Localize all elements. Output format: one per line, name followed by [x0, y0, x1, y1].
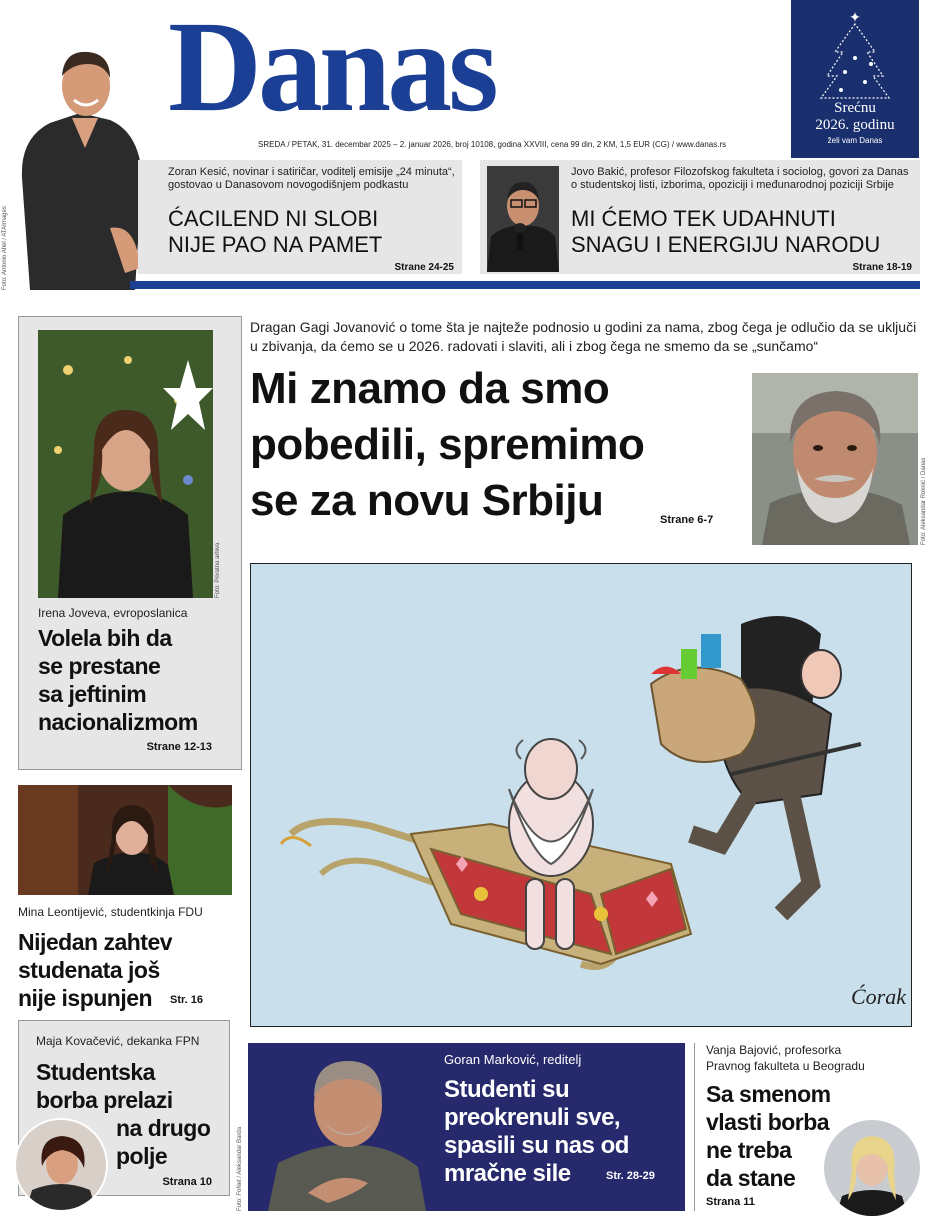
masthead-logo: Danas — [168, 0, 495, 139]
teaser-kesic-headline-1: ĆACILEND NI SLOBI — [168, 206, 379, 231]
teaser-bakic-headline-2: SNAGU I ENERGIJU NARODU — [571, 232, 881, 257]
bajovic-divider — [694, 1043, 695, 1211]
markovic-headline-2: preokrenuli sve, — [444, 1104, 621, 1131]
leontijevic-intro: Mina Leontijević, studentkinja FDU — [18, 905, 203, 919]
kovacevic-intro: Maja Kovačević, dekanka FPN — [36, 1034, 200, 1048]
lead-pages: Strane 6-7 — [660, 514, 714, 526]
joveva-headline-1: Volela bih da — [38, 625, 172, 651]
lead-headline-1: Mi znamo da smo — [250, 364, 610, 413]
markovic-photo — [248, 1043, 434, 1211]
kovacevic-headline-3: na drugo — [116, 1115, 211, 1141]
cartoon-signature: Ćorak — [851, 984, 906, 1009]
markovic-pages: Str. 28-29 — [606, 1170, 655, 1182]
greeting-line-2: 2026. godinu — [815, 117, 895, 133]
kovacevic-headline-4: polje — [116, 1143, 168, 1169]
teaser-kesic-intro: Zoran Kesić, novinar i satiričar, voditelj emisije „24 minuta“, gostovao u Danasovom novogodišnjem podkastu — [168, 166, 455, 191]
greeting-line-1: Srećnu — [834, 100, 876, 116]
lead-photo-credit: Foto: Aleksandar Roknić / Danas — [921, 457, 927, 545]
kovacevic-headline-1: Studentska — [36, 1059, 155, 1085]
teaser-bakic-pages: Strane 18-19 — [852, 262, 912, 273]
lead-headline-3: se za novu Srbiju — [250, 476, 604, 525]
teaser-bakic-headline-1: MI ĆEMO TEK UDAHNUTI — [571, 206, 836, 231]
leontijevic-headline-3: nije ispunjen — [18, 985, 153, 1011]
bakic-photo — [487, 166, 559, 272]
joveva-headline-3: sa jeftinim — [38, 681, 147, 707]
top-left-credit: Foto: Antonio Ahel / ATAImages — [2, 206, 8, 290]
bajovic-headline-1: Sa smenom — [706, 1081, 831, 1107]
leontijevic-headline-1: Nijedan zahtev — [18, 929, 173, 955]
greeting-line-3: želi vam Danas — [827, 136, 883, 145]
bajovic-headline-2: vlasti borba — [706, 1109, 830, 1135]
bajovic-headline-3: ne treba — [706, 1137, 792, 1163]
leontijevic-pages: Str. 16 — [170, 994, 204, 1006]
kovacevic-photo — [14, 1118, 108, 1212]
markovic-headline-3: spasili su nas od — [444, 1132, 629, 1159]
christmas-tree-icon — [791, 2, 919, 102]
joveva-photo-credit: Foto: Privatna arhiva — [215, 542, 221, 598]
bajovic-pages: Strana 11 — [706, 1196, 755, 1208]
lead-intro: Dragan Gagi Jovanović o tome šta je najteže podnosio u godini za nama, zbog čega je odlučio da se uključi u zbivanja, da ćemo se u 2026. radovati i slaviti, ali i zbog čega ne smemo da se „sunčamo“ — [250, 319, 917, 354]
markovic-headline-1: Studenti su — [444, 1076, 570, 1103]
thief-figure-icon — [651, 616, 861, 914]
sleigh-icon — [281, 822, 691, 967]
leontijevic-photo — [18, 785, 232, 895]
bajovic-photo — [822, 1118, 922, 1218]
jovanovic-photo — [752, 373, 918, 545]
new-year-greeting — [791, 0, 919, 158]
markovic-headline-4: mračne sile — [444, 1160, 571, 1187]
markovic-intro: Goran Marković, reditelj — [444, 1052, 582, 1067]
cartoon-illustration — [251, 564, 911, 1026]
joveva-headline-4: nacionalizmom — [38, 709, 198, 735]
joveva-intro: Irena Joveva, evroposlanica — [38, 606, 188, 620]
leontijevic-headline-2: studenata još — [18, 957, 160, 983]
svg-text:✦: ✦ — [849, 9, 861, 25]
bajovic-intro-1: Vanja Bajović, profesorka — [706, 1043, 842, 1057]
kovacevic-pages: Strana 10 — [162, 1176, 212, 1188]
lead-headline-2: pobedili, spremimo — [250, 420, 645, 469]
joveva-headline-2: se prestane — [38, 653, 161, 679]
kovacevic-headline-2: borba prelazi — [36, 1087, 173, 1113]
bajovic-intro-2: Pravnog fakulteta u Beogradu — [706, 1059, 865, 1073]
teaser-bakic-intro: Jovo Bakić, profesor Filozofskog fakulteta i sociolog, govori za Danas o studentskoj listi, izborima, opoziciji i međunarodnoj poziciji Srbije — [571, 166, 909, 191]
joveva-pages: Strane 12-13 — [146, 741, 212, 753]
bajovic-headline-4: da stane — [706, 1165, 796, 1191]
teaser-kesic-pages: Strane 24-25 — [394, 262, 454, 273]
masthead-rule — [130, 281, 920, 289]
markovic-photo-credit: Foto: FoNet / Aleksandar Barda — [237, 1126, 243, 1211]
masthead-dateline: SREDA / PETAK, 31. decembar 2025 – 2. januar 2026, broj 10108, godina XXVIII, cena 99 din, 2 KM, 1,5 EUR (CG) / www.danas.rs — [258, 140, 727, 149]
joveva-photo — [38, 330, 213, 598]
teaser-kesic-headline-2: NIJE PAO NA PAMET — [168, 232, 383, 257]
